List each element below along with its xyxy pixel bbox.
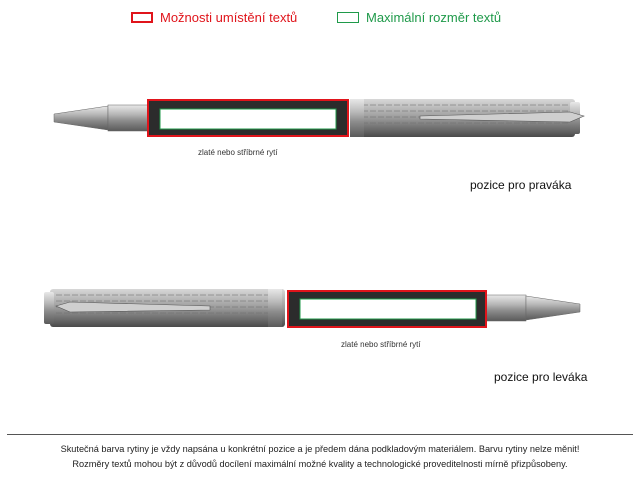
footer-divider [7, 434, 633, 435]
position-label-right-handed: pozice pro praváka [470, 178, 572, 192]
legend-placement-label: Možnosti umístění textů [160, 10, 298, 25]
max-size-swatch [337, 12, 359, 23]
pen-left-handed [40, 280, 600, 340]
legend [0, 10, 640, 32]
placement-swatch [131, 12, 153, 23]
caption-right-handed: zlaté nebo stříbrné rytí [198, 148, 278, 157]
pen-left-handed-image [40, 280, 600, 340]
footer-line-1: Skutečná barva rytiny je vždy napsána u konkrétní pozice a je předem dána podkladovým materiálem. Barvu rytiny nelze měnit! [60, 444, 580, 454]
caption-left-handed: zlaté nebo stříbrné rytí [341, 340, 421, 349]
footer-note [0, 442, 640, 472]
footer-line-2: Rozměry textů mohou být z důvodů docílení maximální možné kvality a technologické proveditelnosti mírně přizpůsobeny. [72, 459, 568, 469]
legend-max-size-label: Maximální rozměr textů [366, 10, 502, 25]
pen-right-handed-image [50, 90, 610, 150]
legend-item-placement [131, 10, 297, 25]
legend-item-max-size [337, 10, 501, 25]
position-label-left-handed: pozice pro leváka [494, 370, 588, 384]
pen-right-handed [50, 90, 610, 150]
